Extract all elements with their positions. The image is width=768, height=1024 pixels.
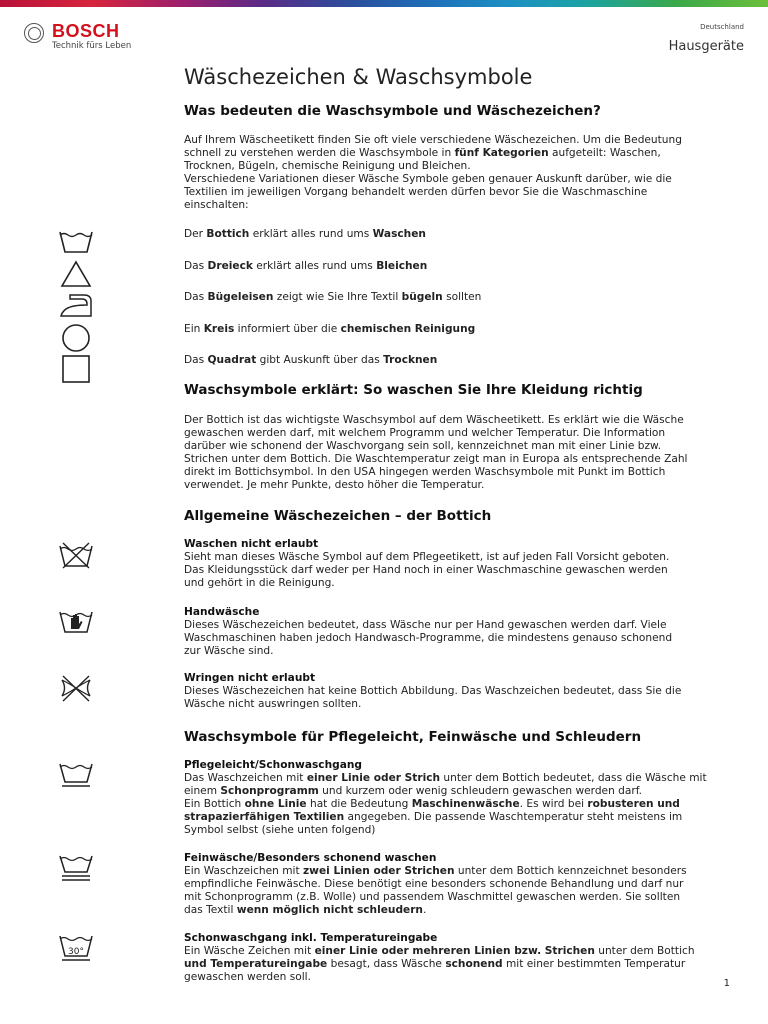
temperature-label: 30° xyxy=(68,947,84,957)
brand-name: BOSCH xyxy=(52,21,120,41)
heading-pflegeleicht-feinwaesche: Waschsymbole für Pflegeleicht, Feinwäsche und Schleudern xyxy=(184,729,642,745)
entry-text-handwaesche: Dieses Wäschezeichen bedeutet, dass Wäsche nur per Hand gewaschen werden darf. Viele Waschmaschinen haben jedoch Handwasch-Programme, die mindestens genauso schonend zur Wäsche sind. xyxy=(184,619,673,657)
circle-icon xyxy=(58,323,94,353)
brand-claim: Technik fürs Leben xyxy=(52,41,132,51)
do-not-wring-icon xyxy=(58,673,94,703)
triangle-icon xyxy=(58,259,94,289)
category-line-reinigung: Ein Kreis informiert über die chemischen Reinigung xyxy=(184,323,476,335)
category-line-trocknen: Das Quadrat gibt Auskunft über das Trocknen xyxy=(184,354,438,366)
country-label: Deutschland xyxy=(700,23,744,31)
iron-icon xyxy=(58,290,94,320)
entry-text-schonwaschgang-temperatur: Ein Wäsche Zeichen mit einer Linie oder mehreren Linien bzw. Strichen unter dem Bottich und Temperatureingabe besagt, dass Wäsche schonend mit einer bestimmten Temperatur gewaschen werden soll. xyxy=(184,945,695,983)
bottich-explanation-paragraph: Der Bottich ist das wichtigste Waschsymbol auf dem Wäscheetikett. Es erklärt wie die Wäsche gewaschen werden darf, mit welchem Programm und welcher Temperatur. Die Information darüber wie schonend der Waschvorgang sein soll, kennzeichnet man mit einer Linie bzw. Strichen unter dem Bottich. Die Waschtemperatur zeigt man in Europa als entsprechende Zahl direkt im Bottichsymbol. In den USA hingegen werden Waschsymbole mit Punkt im Bottich verwendet. Je mehr Punkte, desto höher die Temperatur. xyxy=(184,414,688,491)
heading-waschsymbole-erklaert: Waschsymbole erklärt: So waschen Sie Ihre Kleidung richtig xyxy=(184,382,643,398)
entry-title-feinwaesche: Feinwäsche/Besonders schonend waschen xyxy=(184,852,437,864)
bosch-armature-icon xyxy=(24,23,44,43)
entry-title-schonwaschgang-temperatur: Schonwaschgang inkl. Temperatureingabe xyxy=(184,932,438,944)
handwash-icon xyxy=(58,606,94,636)
washtub-icon xyxy=(58,226,94,256)
section-label: Hausgeräte xyxy=(668,39,744,54)
intro-paragraph: Auf Ihrem Wäscheetikett finden Sie oft viele verschiedene Wäschezeichen. Um die Bedeutung schnell zu verstehen werden die Waschsymbole in fünf Kategorien aufgeteilt: Waschen, Trocknen, Bügeln, chemische Reinigung und Bleichen. Verschiedene Variationen dieser Wäsche Symbole geben genauer Auskunft darüber, wie die Textilien im jeweiligen Vorgang behandelt werden dürfen bevor Sie die Waschmaschine einschalten: xyxy=(184,134,682,211)
entry-title-wringen-nicht-erlaubt: Wringen nicht erlaubt xyxy=(184,672,316,684)
top-color-stripe xyxy=(0,0,768,7)
entry-text-pflegeleicht: Das Waschzeichen mit einer Linie oder Strich unter dem Bottich bedeutet, dass die Wäsche mit einem Schonprogramm und kurzem oder wenig schleudern gewaschen werden darf. Ein Bottich ohne Linie hat die Bedeutung Maschinenwäsche. Es wird bei robusteren und strapazierfähigen Textilien angegeben. Die passende Waschtemperatur steht meistens im Symbol selbst (siehe unten folgend) xyxy=(184,772,707,836)
washtub-crossed-icon xyxy=(58,540,94,570)
heading-allgemeine-waeschezeichen: Allgemeine Wäschezeichen – der Bottich xyxy=(184,508,492,524)
washtub-two-lines-icon xyxy=(58,852,94,882)
entry-title-pflegeleicht: Pflegeleicht/Schonwaschgang xyxy=(184,759,362,771)
entry-text-wringen-nicht-erlaubt: Dieses Wäschezeichen hat keine Bottich Abbildung. Das Waschzeichen bedeutet, dass Sie die Wäsche nicht auswringen sollten. xyxy=(184,685,682,710)
square-icon xyxy=(58,354,94,384)
category-line-waschen: Der Bottich erklärt alles rund ums Waschen xyxy=(184,228,426,240)
entry-title-handwaesche: Handwäsche xyxy=(184,606,260,618)
washtub-30-icon xyxy=(58,932,94,962)
heading-was-bedeuten: Was bedeuten die Waschsymbole und Wäschezeichen? xyxy=(184,103,601,119)
entry-title-waschen-nicht-erlaubt: Waschen nicht erlaubt xyxy=(184,538,319,550)
page-title: Wäschezeichen & Waschsymbole xyxy=(184,65,533,89)
category-line-buegeln: Das Bügeleisen zeigt wie Sie Ihre Textil bügeln sollten xyxy=(184,291,482,303)
entry-text-waschen-nicht-erlaubt: Sieht man dieses Wäsche Symbol auf dem Pflegeetikett, ist auf jeden Fall Vorsicht geboten. Das Kleidungsstück darf weder per Hand noch in einer Waschmaschine gewaschen werden und gehört in die Reinigung. xyxy=(184,551,670,589)
entry-text-feinwaesche: Ein Waschzeichen mit zwei Linien oder Strichen unter dem Bottich kennzeichnet besonders empfindliche Feinwäsche. Diese benötigt eine besonders schonende Behandlung und darf nur mit Schonprogramm (z.B. Wolle) und passendem Waschmittel gewaschen werden. Sie sollten das Textil wenn möglich nicht schleudern. xyxy=(184,865,687,916)
category-line-bleichen: Das Dreieck erklärt alles rund ums Bleichen xyxy=(184,260,428,272)
washtub-one-line-icon xyxy=(58,759,94,789)
page-number: 1 xyxy=(723,978,730,989)
bosch-logo xyxy=(24,22,131,51)
